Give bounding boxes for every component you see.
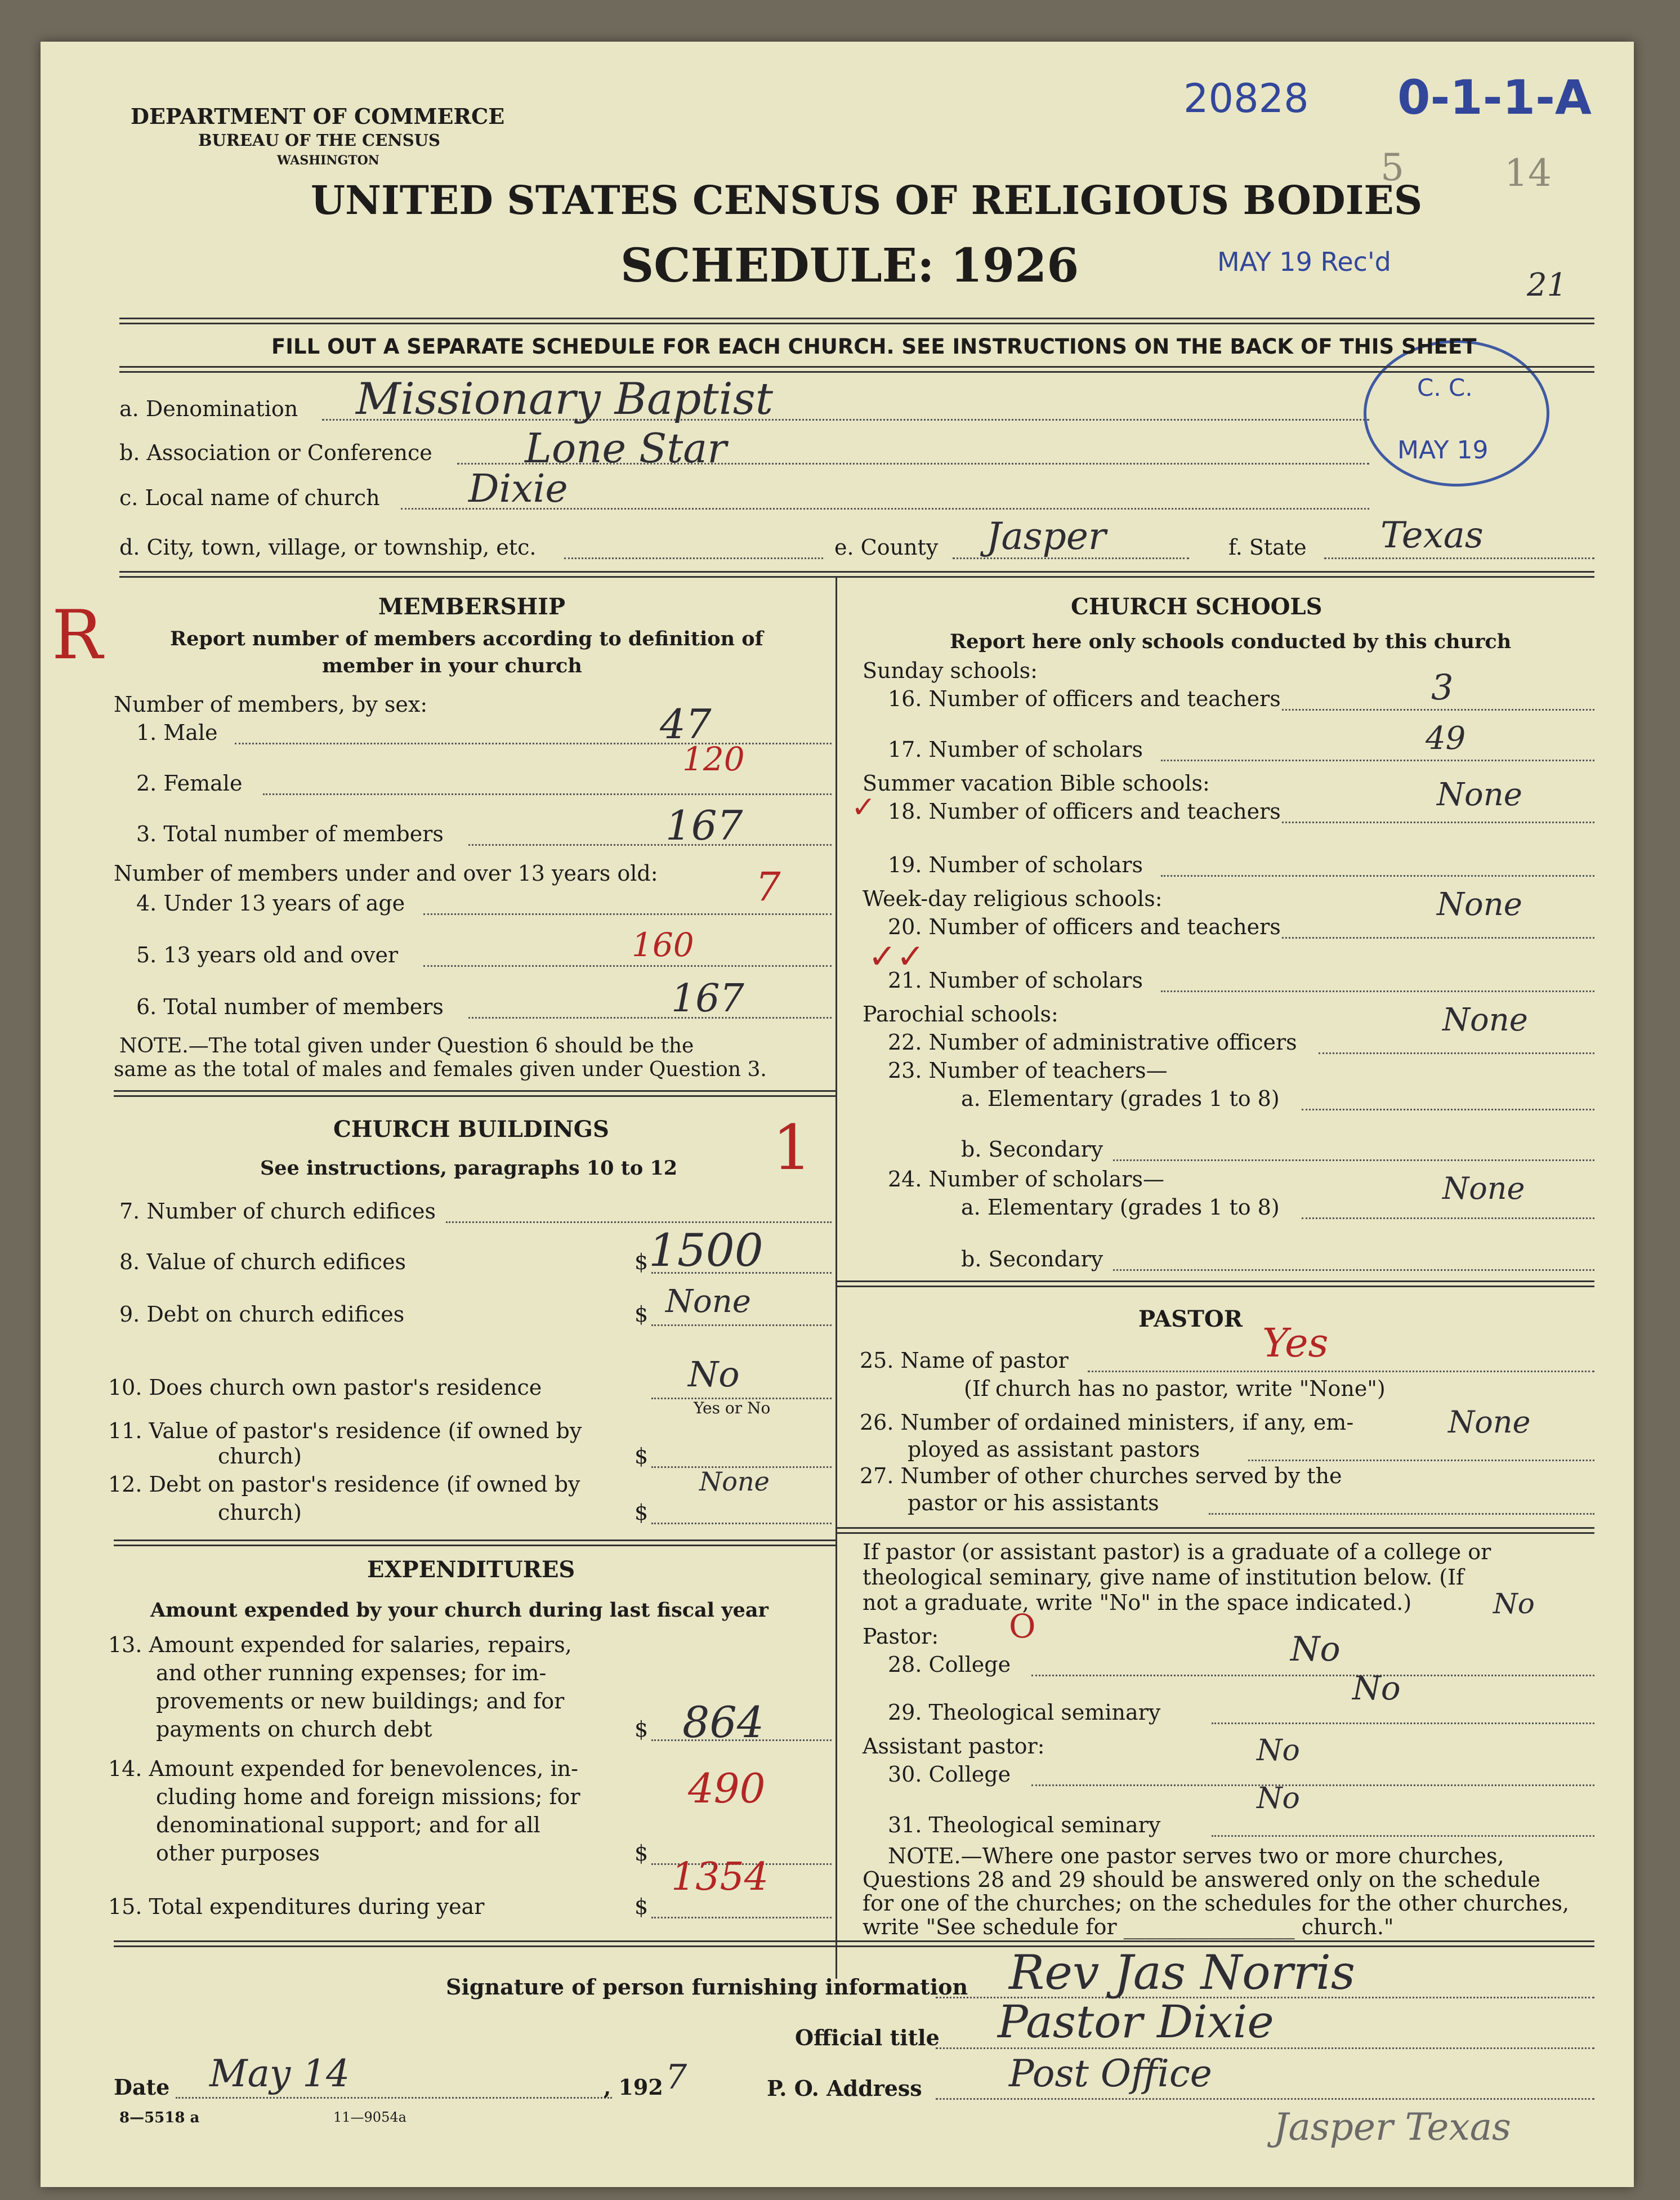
q30-value[interactable]: No — [1257, 1734, 1300, 1768]
by-sex-heading: Number of members, by sex: — [114, 692, 428, 717]
week-heading: Week-day religious schools: — [863, 886, 1163, 911]
serial-stamp: 20828 — [1183, 75, 1309, 122]
date-line — [176, 2097, 612, 2099]
q26-label-a: 26. Number of ordained ministers, if any, em- — [860, 1410, 1354, 1435]
cc-stamp — [1364, 340, 1549, 487]
q20-value[interactable]: None — [1437, 886, 1522, 923]
check-mark-q18: ✓ — [851, 791, 876, 824]
q24-label: 24. Number of scholars— — [888, 1167, 1164, 1192]
q9-label: 9. Debt on church edifices — [119, 1302, 405, 1327]
q6-label: 6. Total number of members — [136, 994, 444, 1019]
dollar-sign-q12: $ — [635, 1500, 649, 1525]
q23a-line — [1302, 1109, 1594, 1110]
q15-line — [651, 1917, 832, 1918]
header-rule-bottom — [119, 366, 1594, 373]
q30-line — [1031, 1784, 1594, 1786]
graduate-note-a: If pastor (or assistant pastor) is a graduate of a college or — [863, 1539, 1491, 1564]
q21-label: 21. Number of scholars — [888, 968, 1143, 993]
q5-label: 5. 13 years old and over — [136, 943, 399, 967]
q16-value[interactable]: 3 — [1431, 667, 1454, 708]
q14-label-b: cluding home and foreign missions; for — [156, 1784, 580, 1809]
received-stamp: MAY 19 Rec'd — [1217, 247, 1391, 277]
q9-value[interactable]: None — [665, 1283, 751, 1320]
date-value[interactable]: May 14 — [209, 2052, 350, 2095]
graduate-value[interactable]: No — [1493, 1587, 1535, 1620]
bureau-label: BUREAU OF THE CENSUS — [198, 131, 440, 150]
q18-value[interactable]: None — [1437, 777, 1522, 813]
city-label: d. City, town, village, or township, etc. — [119, 535, 537, 560]
q27-line — [1209, 1513, 1594, 1515]
buildings-rule — [114, 1539, 835, 1546]
pastor-heading: Pastor: — [863, 1624, 939, 1649]
county-label: e. County — [834, 535, 939, 560]
signature-value[interactable]: Rev Jas Norris — [1009, 1945, 1356, 2000]
q2-line — [263, 793, 832, 795]
association-label: b. Association or Conference — [119, 440, 432, 465]
q21-line — [1161, 990, 1594, 992]
q5-line — [423, 965, 832, 967]
q17-value[interactable]: 49 — [1426, 720, 1466, 757]
q2-label: 2. Female — [136, 771, 243, 796]
q13-label-c: provements or new buildings; and for — [156, 1689, 565, 1713]
cc-stamp-date: MAY 19 — [1397, 436, 1489, 465]
q22-label: 22. Number of administrative officers — [888, 1030, 1297, 1055]
po-address-extra: Jasper Texas — [1274, 2105, 1511, 2149]
pastor-title: PASTOR — [1138, 1306, 1243, 1332]
dollar-sign-q15: $ — [635, 1894, 649, 1919]
sunday-heading: Sunday schools: — [863, 658, 1038, 683]
q25-line — [1088, 1371, 1594, 1372]
dollar-sign-q9: $ — [635, 1302, 649, 1327]
q3-value[interactable]: 167 — [665, 802, 743, 849]
q24b-line — [1113, 1269, 1594, 1271]
schools-rule — [835, 1280, 1594, 1287]
dollar-sign-q11: $ — [635, 1444, 649, 1469]
q26-value[interactable]: None — [1448, 1404, 1531, 1440]
q29-line — [1212, 1722, 1594, 1724]
instruction-banner: FILL OUT A SEPARATE SCHEDULE FOR EACH CHURCH. SEE INSTRUCTIONS ON THE BACK OF THIS SHEET — [271, 334, 1477, 359]
q28-label: 28. College — [888, 1652, 1011, 1677]
q31-line — [1212, 1835, 1594, 1837]
q20-line — [1282, 937, 1594, 939]
membership-subtitle-2: member in your church — [322, 654, 582, 677]
header-rule-top — [119, 318, 1594, 324]
q25-value[interactable]: Yes — [1262, 1320, 1329, 1366]
q7-label: 7. Number of church edifices — [119, 1199, 436, 1224]
summer-heading: Summer vacation Bible schools: — [863, 771, 1210, 796]
q12-line — [651, 1523, 832, 1524]
membership-rule — [114, 1090, 835, 1097]
q13-value[interactable]: 864 — [682, 1697, 765, 1747]
cc-stamp-label: C. C. — [1417, 374, 1473, 401]
pastor-note-a: NOTE.—Where one pastor serves two or more churches, — [888, 1844, 1504, 1868]
graduate-note-b: theological seminary, give name of institution below. (If — [863, 1565, 1464, 1590]
schools-title: CHURCH SCHOOLS — [1071, 593, 1322, 620]
state-line — [1324, 557, 1594, 559]
q12-value[interactable]: None — [699, 1466, 770, 1497]
county-value[interactable]: Jasper — [986, 515, 1106, 558]
membership-note-1: NOTE.—The total given under Question 6 should be the — [119, 1034, 694, 1057]
denomination-value[interactable]: Missionary Baptist — [356, 374, 774, 425]
yes-no-hint: Yes or No — [694, 1399, 771, 1417]
city-label: WASHINGTON — [277, 153, 379, 168]
state-value[interactable]: Texas — [1380, 515, 1484, 556]
po-address-label: P. O. Address — [767, 2076, 922, 2101]
q4-line — [423, 913, 832, 915]
footer-rule — [114, 1940, 1594, 1947]
pastor-mark: O — [1009, 1607, 1036, 1645]
denomination-label: a. Denomination — [119, 396, 298, 421]
q11-label-b: church) — [218, 1444, 302, 1469]
q1-value[interactable]: 47 — [660, 700, 712, 748]
q10-label: 10. Does church own pastor's residence — [108, 1375, 542, 1400]
q16-label: 16. Number of officers and teachers — [888, 686, 1281, 711]
q7-line — [446, 1221, 832, 1223]
pastor-note-b: Questions 28 and 29 should be answered only on the schedule — [863, 1867, 1540, 1892]
margin-number: 21 — [1527, 267, 1567, 304]
official-title-value[interactable]: Pastor Dixie — [998, 1996, 1274, 2048]
q26-line — [1248, 1460, 1594, 1461]
q8-value[interactable]: 1500 — [649, 1224, 763, 1277]
q4-label: 4. Under 13 years of age — [136, 891, 405, 916]
q13-label-d: payments on church debt — [156, 1717, 432, 1742]
census-schedule-sheet — [41, 42, 1634, 2187]
q31-value[interactable]: No — [1257, 1782, 1300, 1815]
q31-label: 31. Theological seminary — [888, 1813, 1161, 1837]
q22-line — [1319, 1052, 1594, 1054]
q8-label: 8. Value of church edifices — [119, 1250, 406, 1274]
q17-label: 17. Number of scholars — [888, 737, 1143, 762]
expenditures-subtitle: Amount expended by your church during last fiscal year — [150, 1599, 768, 1622]
graduate-note-c: not a graduate, write "No" in the space indicated.) — [863, 1590, 1412, 1615]
q11-label-a: 11. Value of pastor's residence (if owned by — [108, 1418, 582, 1443]
page-title: UNITED STATES CENSUS OF RELIGIOUS BODIES — [311, 177, 1423, 224]
po-address-value[interactable]: Post Office — [1009, 2052, 1212, 2095]
parochial-heading: Parochial schools: — [863, 1002, 1058, 1027]
q6-line — [468, 1017, 832, 1019]
q30-label: 30. College — [888, 1762, 1011, 1787]
q27-label-a: 27. Number of other churches served by the — [860, 1463, 1342, 1488]
q17-line — [1161, 760, 1594, 761]
pastor-note-d: write "See schedule for ________________ church." — [863, 1915, 1394, 1939]
q23b-label: b. Secondary — [961, 1137, 1103, 1162]
q18-line — [1282, 822, 1594, 823]
q3-label: 3. Total number of members — [136, 822, 444, 846]
q3-line — [468, 844, 832, 846]
q24a-label: a. Elementary (grades 1 to 8) — [961, 1195, 1280, 1220]
code-stamp: 0-1-1-A — [1397, 70, 1592, 125]
date-label: Date — [114, 2074, 170, 2100]
q1-label: 1. Male — [136, 720, 218, 745]
faint-number-a: 5 — [1380, 146, 1404, 189]
q19-label: 19. Number of scholars — [888, 853, 1143, 877]
q28-value[interactable]: No — [1290, 1630, 1341, 1669]
q13-label-b: and other running expenses; for im- — [156, 1661, 547, 1685]
q14-label-a: 14. Amount expended for benevolences, in- — [108, 1756, 578, 1781]
state-label: f. State — [1228, 535, 1307, 560]
q15-label: 15. Total expenditures during year — [108, 1894, 485, 1919]
q24a-value[interactable]: None — [1442, 1171, 1525, 1206]
q2-value[interactable]: 120 — [682, 740, 745, 778]
local-name-label: c. Local name of church — [119, 485, 380, 510]
q20-label: 20. Number of officers and teachers — [888, 914, 1281, 939]
q15-value[interactable]: 1354 — [671, 1855, 769, 1899]
buildings-title: CHURCH BUILDINGS — [333, 1116, 609, 1143]
column-divider — [835, 577, 837, 1979]
membership-note-2: same as the total of males and females given under Question 3. — [114, 1058, 767, 1081]
dollar-sign-q13: $ — [635, 1717, 649, 1742]
q29-label: 29. Theological seminary — [888, 1700, 1161, 1725]
q25-note: (If church has no pastor, write "None") — [964, 1376, 1386, 1401]
q29-value[interactable]: No — [1352, 1669, 1401, 1707]
q14-label-d: other purposes — [156, 1841, 320, 1866]
membership-title: MEMBERSHIP — [378, 593, 566, 620]
q24b-label: b. Secondary — [961, 1247, 1103, 1271]
section-rule — [119, 571, 1594, 578]
q23b-line — [1113, 1159, 1594, 1161]
dollar-sign-q14: $ — [635, 1841, 649, 1866]
official-title-label: Official title — [795, 2025, 940, 2050]
expenditures-title: EXPENDITURES — [367, 1556, 575, 1583]
q19-line — [1161, 875, 1594, 877]
q22-value[interactable]: None — [1442, 1002, 1528, 1038]
pastor-rule — [835, 1527, 1594, 1534]
year-value[interactable]: 7 — [665, 2058, 687, 2097]
q28-line — [1031, 1675, 1594, 1676]
q24a-line — [1302, 1217, 1594, 1219]
q26-label-b: ployed as assistant pastors — [908, 1437, 1200, 1462]
q10-value[interactable]: No — [688, 1354, 740, 1395]
form-code-2: 11—9054a — [333, 2109, 406, 2125]
membership-subtitle-1: Report number of members according to definition of — [170, 627, 763, 650]
q12-label-b: church) — [218, 1500, 302, 1525]
q13-label-a: 13. Amount expended for salaries, repairs, — [108, 1632, 572, 1657]
local-name-value[interactable]: Dixie — [468, 467, 568, 511]
po-address-line — [936, 2098, 1594, 2100]
city-line — [564, 557, 823, 559]
q18-label: 18. Number of officers and teachers — [888, 799, 1281, 824]
q9-line — [651, 1324, 832, 1326]
year-prefix: , 192 — [604, 2074, 663, 2100]
check-mark-q5: ✓✓ — [868, 937, 925, 976]
q23a-label: a. Elementary (grades 1 to 8) — [961, 1086, 1280, 1111]
q12-label-a: 12. Debt on pastor's residence (if owned by — [108, 1472, 580, 1497]
signature-label: Signature of person furnishing information — [446, 1974, 968, 2000]
q14-value[interactable]: 490 — [688, 1765, 766, 1812]
q14-label-c: denominational support; and for all — [156, 1813, 540, 1837]
faint-number-b: 14 — [1504, 151, 1552, 195]
schedule-title: SCHEDULE: 1926 — [620, 239, 1079, 293]
age-heading: Number of members under and over 13 years old: — [114, 861, 658, 886]
department-label: DEPARTMENT OF COMMERCE — [131, 104, 505, 129]
q23-label: 23. Number of teachers— — [888, 1058, 1168, 1083]
form-code: 8—5518 a — [119, 2109, 200, 2126]
q6-value[interactable]: 167 — [671, 976, 744, 1021]
q7-value[interactable]: 1 — [772, 1112, 812, 1184]
q5-value[interactable]: 160 — [632, 926, 694, 964]
q27-label-b: pastor or his assistants — [908, 1491, 1159, 1515]
buildings-subtitle: See instructions, paragraphs 10 to 12 — [260, 1157, 678, 1180]
dollar-sign-q8: $ — [635, 1250, 649, 1274]
q4-value[interactable]: 7 — [756, 864, 781, 910]
q16-line — [1282, 709, 1594, 711]
schools-subtitle: Report here only schools conducted by this church — [950, 630, 1512, 653]
pastor-note-c: for one of the churches; on the schedules for the other churches, — [863, 1891, 1570, 1916]
assistant-heading: Assistant pastor: — [863, 1734, 1045, 1759]
association-value[interactable]: Lone Star — [525, 425, 727, 472]
q25-label: 25. Name of pastor — [860, 1348, 1069, 1373]
margin-mark-r: R — [52, 596, 103, 675]
